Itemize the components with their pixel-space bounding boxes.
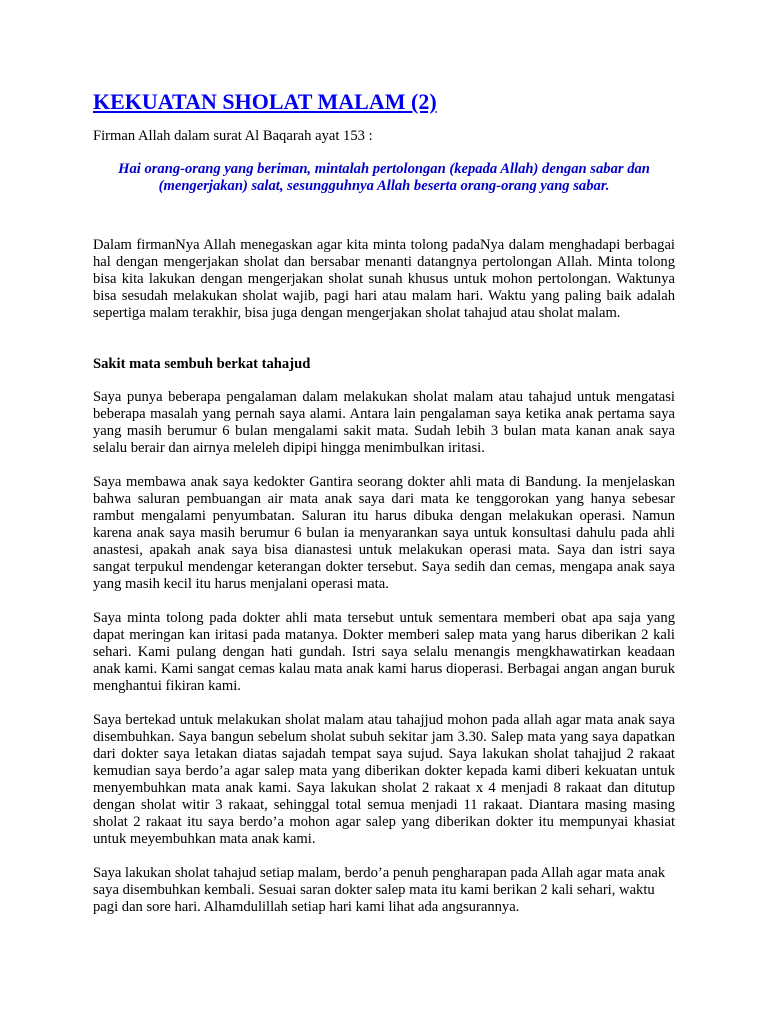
paragraph-6: Saya lakukan sholat tahajud setiap malam, berdo’a penuh pengharapan pada Allah agar mata anak saya disembuhkan kembali. Sesuai saran dokter salep mata itu kami berikan 2 kali sehari, waktu pagi dan sore hari. Alhamdulillah setiap hari kami lihat ada angsurannya. [93,865,666,915]
paragraph-1: Dalam firmanNya Allah menegaskan agar kita minta tolong padaNya dalam menghadapi berbagai hal dengan mengerjakan sholat dan bersabar menanti datangnya pertolongan Allah. Minta tolong bisa kita lakukan dengan mengerjakan sholat sunah khusus untuk mohon pertolongan. Waktunya bisa sesudah melakukan sholat wajib, pagi hari atau malam hari. Waktu yang paling baik adalah sepertiga malam terakhir, bisa juga dengan mengerjakan sholat tahajud atau sholat malam. [93,237,675,321]
section-subheading: Sakit mata sembuh berkat tahajud [93,356,311,372]
paragraph-2: Saya punya beberapa pengalaman dalam melakukan sholat malam atau tahajud untuk mengatasi beberapa masalah yang pernah saya alami. Antara lain pengalaman saya ketika anak pertama saya yang masih berumur 6 bulan mengalami sakit mata. Sudah lebih 3 bulan mata kanan anak saya selalu berair dan airnya meleleh dipipi hingga menimbulkan iritasi. [93,389,675,456]
paragraph-3: Saya membawa anak saya kedokter Gantira seorang dokter ahli mata di Bandung. Ia menjelaskan bahwa saluran pembuangan air mata anak saya dari mata ke tenggorokan yang hanya sebesar rambut mengalami penyumbatan. Saluran itu harus dibuka dengan melakukan operasi. Namun karena anak saya masih berumur 6 bulan ia menyarankan saya untuk konsultasi dahulu pada ahli anastesi, apakah anak saya bisa dianastesi untuk melakukan operasi mata. Saya dan istri saya sangat terpukul mendengar keterangan dokter tersebut. Saya sedih dan cemas, mengapa anak saya yang masih kecil itu harus menjalani operasi mata. [93,474,675,592]
quran-quote: Hai orang-orang yang beriman, mintalah pertolongan (kepada Allah) dengan sabar dan (mengerjakan) salat, sesungguhnya Allah beserta orang-orang yang sabar. [118,161,650,194]
paragraph-4: Saya minta tolong pada dokter ahli mata tersebut untuk sementara memberi obat apa saja yang dapat meringan kan iritasi pada matanya. Dokter memberi salep mata yang harus diberikan 2 kali sehari. Kami pulang dengan hati gundah. Istri saya selalu menangis mengkhawatirkan keadaan anak kami. Kami sangat cemas kalau mata anak kami harus dioperasi. Berbagai angan angan buruk menghantui fikiran kami. [93,610,675,694]
intro-text: Firman Allah dalam surat Al Baqarah ayat 153 : [93,128,373,144]
document-title[interactable]: KEKUATAN SHOLAT MALAM (2) [93,89,437,114]
document-page [93,88,675,916]
paragraph-5: Saya bertekad untuk melakukan sholat malam atau tahajjud mohon pada allah agar mata anak saya disembuhkan. Saya bangun sebelum sholat subuh sekitar jam 3.30. Salep mata yang saya dapatkan dari dokter saya letakan diatas sajadah tempat saya sujud. Saya lakukan sholat tahajjud 2 rakaat kemudian saya berdo’a agar salep mata yang diberikan dokter kepada kami diberi kekuatan untuk menyembuhkan mata anak kami. Saya lakukan sholat 2 rakaat x 4 menjadi 8 rakaat dan ditutup dengan sholat witir 3 rakaat, sehinggal total semua menjadi 11 rakaat. Diantara masing masing sholat 2 rakaat itu saya berdo’a mohon agar salep yang diberikan dokter itu mempunyai khasiat untuk meyembuhkan mata anak kami. [93,712,675,847]
